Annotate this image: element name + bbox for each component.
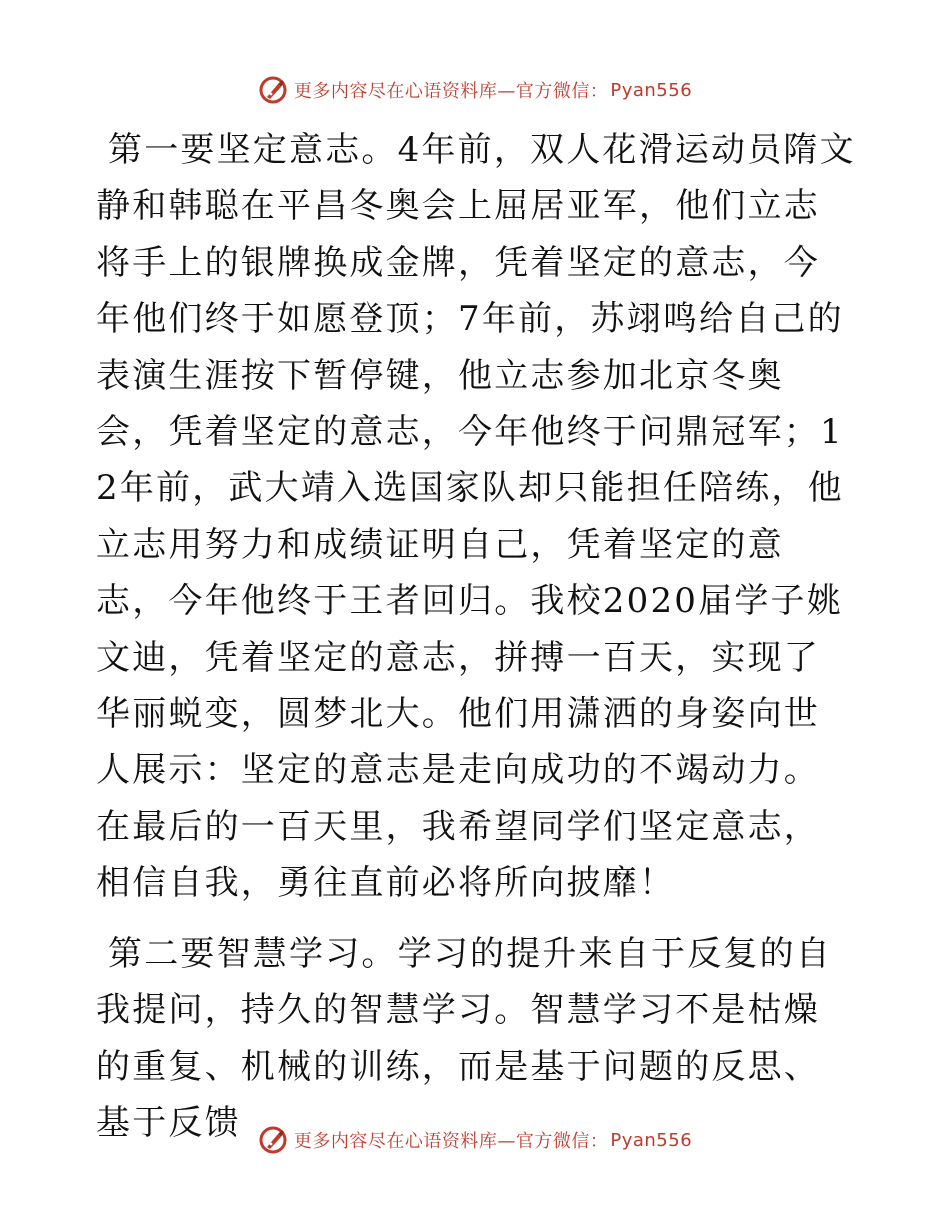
banner-text: 更多内容尽在心语资料库—官方微信：	[293, 1131, 609, 1152]
paragraph-smart-learning: 第二要智慧学习。学习的提升来自于反复的自我提问，持久的智慧学习。智慧学习不是枯燥的重复、机械的训练，而是基于问题的反思、基于反馈	[96, 933, 832, 1143]
header-watermark-banner	[0, 70, 950, 110]
pen-nib-logo-icon	[258, 75, 288, 105]
document-body	[96, 122, 856, 1151]
footer-watermark-banner	[0, 1120, 950, 1160]
banner-wechat-handle: Pyan556	[610, 1129, 693, 1151]
banner-wechat-handle: Pyan556	[610, 79, 693, 101]
banner-text: 更多内容尽在心语资料库—官方微信：	[293, 81, 609, 102]
pen-nib-logo-icon	[258, 1125, 288, 1155]
paragraph-steadfast-will: 第一要坚定意志。4年前，双人花滑运动员隋文静和韩聪在平昌冬奥会上屈居亚军，他们立志将手上的银牌换成金牌，凭着坚定的意志，今年他们终于如愿登顶；7年前，苏翊鸣给自己的表演生涯按下暂停键，他立志参加北京冬奥会，凭着坚定的意志，今年他终于问鼎冠军；12年前，武大靖入选国家队却只能担任陪练，他立志用努力和成绩证明自己，凭着坚定的意志，今年他终于王者回归。我校2020届学子姚文迪，凭着坚定的意志，拼搏一百天，实现了华丽蜕变，圆梦北大。他们用潇洒的身姿向世人展示：坚定的意志是走向成功的不竭动力。在最后的一百天里，我希望同学们坚定意志，相信自我，勇往直前必将所向披靡！	[96, 130, 856, 904]
